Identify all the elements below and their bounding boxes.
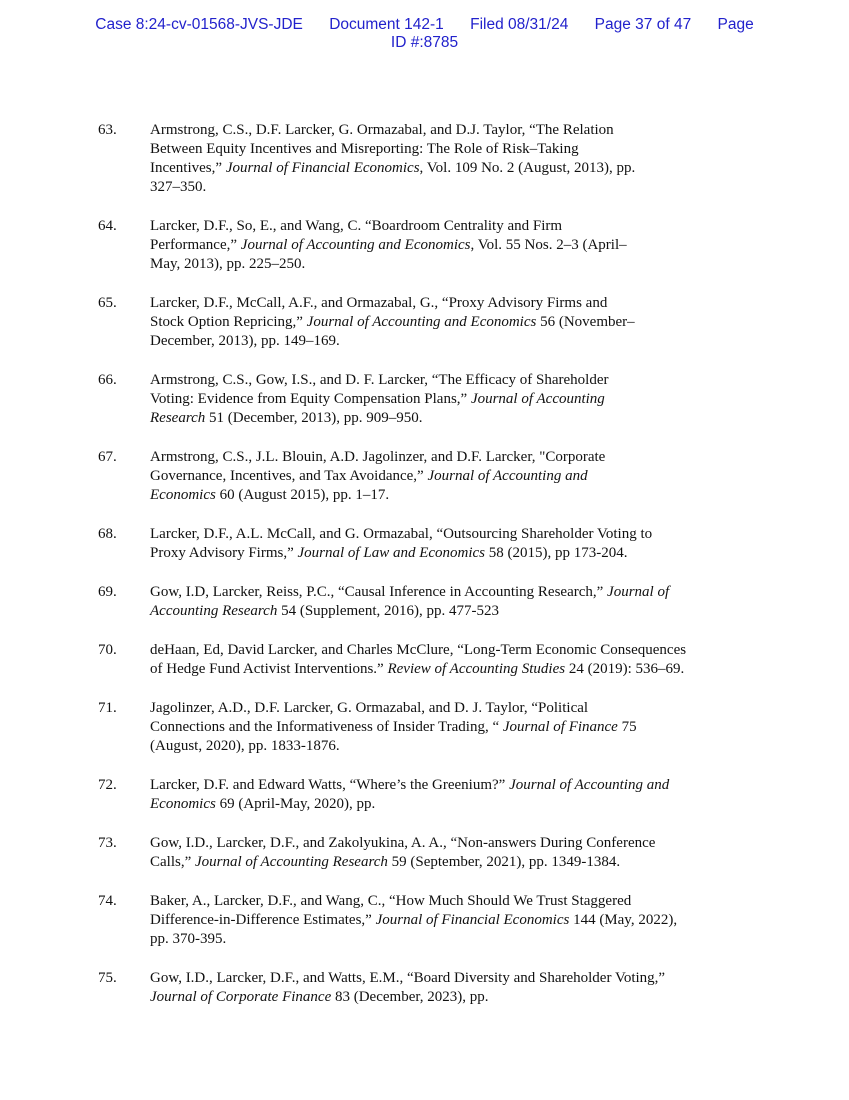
reference-text [150, 525, 758, 563]
reference-details: 83 (December, 2023), pp. [331, 989, 489, 1005]
reference-journal: Journal of Accounting Research [150, 584, 670, 619]
reference-item [98, 525, 758, 563]
reference-number: 66. [98, 372, 117, 388]
reference-text [150, 969, 758, 1007]
reference-number: 65. [98, 295, 117, 311]
reference-item [98, 448, 758, 505]
reference-item [98, 121, 758, 197]
case-number: Case 8:24-cv-01568-JVS-JDE [95, 16, 303, 33]
reference-journal: Journal of Accounting and Economics [240, 237, 471, 253]
reference-number: 68. [98, 526, 117, 542]
reference-authors-title: Armstrong, C.S., D.F. Larcker, G. Ormazabal, and D.J. Taylor, “The Relation Between Equity Incentives and Misreporting: The Role of Risk–Taking Incentives,” [150, 122, 614, 176]
reference-number: 75. [98, 970, 117, 986]
reference-details: 51 (December, 2013), pp. 909–950. [205, 410, 423, 426]
reference-number: 69. [98, 584, 117, 600]
reference-details: 59 (September, 2021), pp. 1349-1384. [387, 854, 621, 870]
filed-date: Filed 08/31/24 [470, 16, 569, 33]
reference-journal: Journal of Corporate Finance [150, 989, 332, 1005]
reference-details: 24 (2019): 536–69. [565, 661, 685, 677]
reference-item [98, 834, 758, 872]
reference-journal: Review of Accounting Studies [387, 661, 566, 677]
reference-number: 72. [98, 777, 117, 793]
reference-authors-title: Gow, I.D., Larcker, D.F., and Watts, E.M., “Board Diversity and Shareholder Voting,” [150, 970, 666, 986]
reference-details: 56 (November– December, 2013), pp. 149–169. [150, 314, 635, 349]
reference-item [98, 892, 758, 949]
reference-item [98, 217, 758, 274]
reference-text [150, 371, 758, 428]
reference-authors-title: Jagolinzer, A.D., D.F. Larcker, G. Ormazabal, and D. J. Taylor, “Political Connections and the Informativeness of Insider Trading, “ [150, 700, 589, 735]
reference-number: 64. [98, 218, 117, 234]
reference-text [150, 641, 758, 679]
reference-journal: Journal of Law and Economics [297, 545, 486, 561]
reference-authors-title: deHaan, Ed, David Larcker, and Charles McClure, “Long-Term Economic Consequences of Hedge Fund Activist Interventions.” [150, 642, 687, 677]
reference-text [150, 294, 758, 351]
page-header [0, 16, 849, 52]
reference-authors-title: Armstrong, C.S., Gow, I.S., and D. F. Larcker, “The Efficacy of Shareholder Voting: Evidence from Equity Compensation Plans,” [150, 372, 609, 407]
header-line-1 [0, 16, 849, 34]
reference-item [98, 641, 758, 679]
reference-details: 69 (April-May, 2020), pp. [215, 796, 376, 812]
reference-authors-title: Gow, I.D, Larcker, Reiss, P.C., “Causal Inference in Accounting Research,” [150, 584, 608, 600]
page-id-label: Page [717, 16, 754, 33]
reference-item [98, 371, 758, 428]
page-count: Page 37 of 47 [594, 16, 692, 33]
reference-details: , Vol. 55 Nos. 2–3 (April– May, 2013), pp. 225–250. [150, 237, 627, 272]
reference-item [98, 583, 758, 621]
reference-text [150, 776, 758, 814]
page-id: ID #:8785 [390, 34, 459, 51]
reference-details: 144 (May, 2022), pp. 370-395. [150, 912, 678, 947]
reference-text [150, 834, 758, 872]
reference-journal: Journal of Financial Economics [375, 912, 570, 928]
reference-text [150, 583, 758, 621]
reference-item [98, 969, 758, 1007]
reference-text [150, 121, 758, 197]
reference-item [98, 776, 758, 814]
reference-text [150, 448, 758, 505]
reference-number: 74. [98, 893, 117, 909]
reference-journal: Journal of Accounting and Economics [150, 468, 588, 503]
reference-authors-title: Larcker, D.F. and Edward Watts, “Where’s the Greenium?” [150, 777, 510, 793]
reference-text [150, 699, 758, 756]
reference-journal: Journal of Accounting Research [195, 854, 388, 870]
reference-authors-title: Gow, I.D., Larcker, D.F., and Zakolyukina, A. A., “Non-answers During Conference Calls,” [150, 835, 656, 870]
reference-item [98, 699, 758, 756]
reference-authors-title: Larcker, D.F., So, E., and Wang, C. “Boardroom Centrality and Firm Performance,” [150, 218, 563, 253]
reference-details: , Vol. 109 No. 2 (August, 2013), pp. 327–350. [150, 160, 636, 195]
reference-details: 54 (Supplement, 2016), pp. 477-523 [277, 603, 499, 619]
reference-authors-title: Larcker, D.F., A.L. McCall, and G. Ormazabal, “Outsourcing Shareholder Voting to Proxy Advisory Firms,” [150, 526, 653, 561]
reference-number: 70. [98, 642, 117, 658]
reference-journal: Journal of Finance [502, 719, 618, 735]
reference-authors-title: Larcker, D.F., McCall, A.F., and Ormazabal, G., “Proxy Advisory Firms and Stock Option Repricing,” [150, 295, 608, 330]
reference-journal: Journal of Accounting Research [150, 391, 605, 426]
reference-authors-title: Baker, A., Larcker, D.F., and Wang, C., “How Much Should We Trust Staggered Difference-in-Difference Estimates,” [150, 893, 632, 928]
reference-number: 63. [98, 122, 117, 138]
reference-details: 60 (August 2015), pp. 1–17. [215, 487, 390, 503]
reference-number: 67. [98, 449, 117, 465]
reference-number: 73. [98, 835, 117, 851]
reference-details: 58 (2015), pp 173-204. [485, 545, 628, 561]
reference-text [150, 892, 758, 949]
reference-details: 75 (August, 2020), pp. 1833-1876. [150, 719, 637, 754]
reference-journal: Journal of Accounting and Economics [306, 314, 537, 330]
reference-item [98, 294, 758, 351]
reference-journal: Journal of Accounting and Economics [150, 777, 670, 812]
reference-list [98, 121, 758, 1007]
reference-journal: Journal of Financial Economics [225, 160, 420, 176]
reference-authors-title: Armstrong, C.S., J.L. Blouin, A.D. Jagolinzer, and D.F. Larcker, "Corporate Governance, Incentives, and Tax Avoidance,” [150, 449, 606, 484]
reference-text [150, 217, 758, 274]
document-number: Document 142-1 [329, 16, 444, 33]
reference-number: 71. [98, 700, 117, 716]
